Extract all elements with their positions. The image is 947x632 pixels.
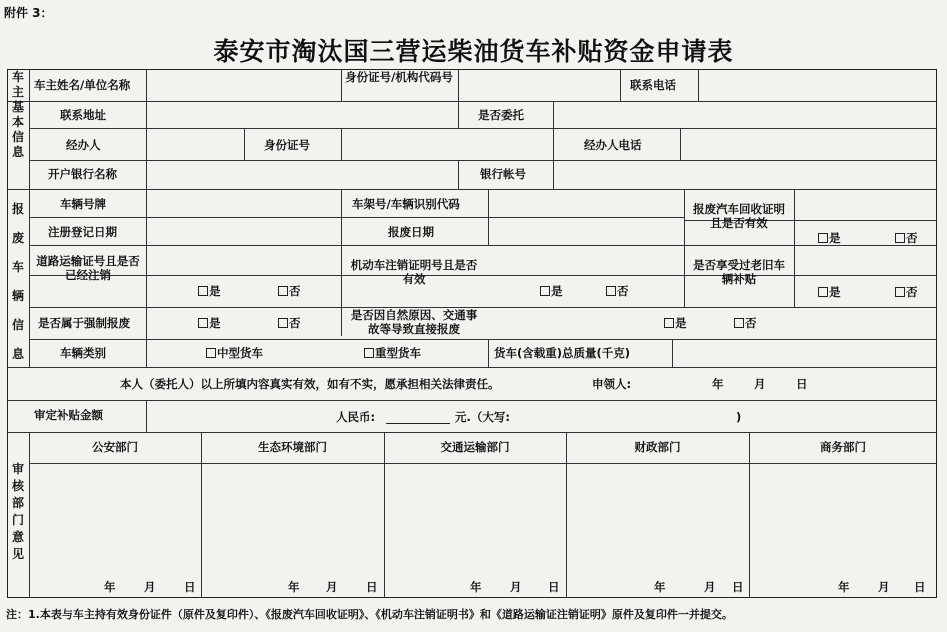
entrust-label: 是否委托: [478, 108, 524, 122]
checkbox-icon: [198, 286, 208, 296]
agent-label: 经办人: [66, 138, 101, 152]
dereg-cert-no[interactable]: 否: [606, 284, 629, 298]
transport-date-month: 月: [510, 580, 522, 594]
form-title: 泰安市淘汰国三营运柴油货车补贴资金申请表: [213, 37, 734, 66]
old-subsidy-yes[interactable]: 是: [818, 285, 841, 299]
scrap-cert-yes[interactable]: 是: [818, 231, 841, 245]
finance-date-month: 月: [704, 580, 716, 594]
vehicle-type-label: 车辆类别: [60, 346, 106, 360]
checkbox-icon: [206, 348, 216, 358]
dereg-cert-label: 机动车注销证明号且是否有效: [350, 258, 478, 286]
declaration-month: 月: [754, 377, 766, 391]
checkbox-icon: [278, 318, 288, 328]
dept-commerce: 商务部门: [820, 440, 866, 454]
env-date-day: 日: [366, 580, 378, 594]
approved-amount-label: 审定补贴金额: [34, 408, 103, 422]
declaration-day: 日: [796, 377, 808, 391]
env-date-month: 月: [326, 580, 338, 594]
dept-police: 公安部门: [92, 440, 138, 454]
owner-name-label: 车主姓名/单位名称: [34, 78, 131, 92]
checkbox-icon: [818, 233, 828, 243]
close-paren: ): [736, 410, 742, 424]
finance-date-year: 年: [654, 580, 666, 594]
checkbox-icon: [895, 287, 905, 297]
transport-date-day: 日: [548, 580, 560, 594]
forced-scrap-yes[interactable]: 是: [198, 316, 221, 330]
contact-address-label: 联系地址: [60, 108, 106, 122]
checkbox-icon: [734, 318, 744, 328]
plate-label: 车辆号牌: [60, 197, 106, 211]
rmb-label: 人民币:: [336, 410, 376, 424]
checkbox-icon: [606, 286, 616, 296]
checkbox-icon: [664, 318, 674, 328]
checkbox-icon: [278, 286, 288, 296]
env-date-year: 年: [288, 580, 300, 594]
checkbox-icon: [540, 286, 550, 296]
total-mass-label: 货车(含载重)总质量(千克): [494, 346, 631, 360]
police-date-month: 月: [144, 580, 156, 594]
checkbox-icon: [895, 233, 905, 243]
medium-truck-option[interactable]: 中型货车: [206, 346, 263, 360]
natural-scrap-no[interactable]: 否: [734, 316, 757, 330]
transport-cert-yes[interactable]: 是: [198, 284, 221, 298]
transport-cert-no[interactable]: 否: [278, 284, 301, 298]
heavy-truck-option[interactable]: 重型货车: [364, 346, 421, 360]
finance-date-day: 日: [732, 580, 744, 594]
section-vehicle-info: 报废车辆信息: [11, 202, 24, 361]
scrap-date-label: 报废日期: [388, 225, 434, 239]
commerce-date-month: 月: [878, 580, 890, 594]
police-date-year: 年: [104, 580, 116, 594]
forced-scrap-label: 是否属于强制报废: [38, 316, 130, 330]
transport-date-year: 年: [470, 580, 482, 594]
reg-date-label: 注册登记日期: [48, 225, 117, 239]
checkbox-icon: [364, 348, 374, 358]
footnote: 注：1.本表与车主持有效身份证件（原件及复印件）、《报废汽车回收证明》、《机动车注销证明书》和《道路运输证注销证明》原件及复印件一并提交。: [6, 608, 733, 621]
checkbox-icon: [818, 287, 828, 297]
id-number-label: 身份证号/机构代码号: [345, 70, 453, 84]
vin-label: 车架号/车辆识别代码: [352, 197, 460, 211]
natural-scrap-label: 是否因自然原因、交通事故等导致直接报废: [350, 308, 478, 336]
dept-finance: 财政部门: [634, 440, 681, 454]
scrap-cert-no[interactable]: 否: [895, 231, 918, 245]
declaration-year: 年: [712, 377, 724, 391]
police-date-day: 日: [184, 580, 196, 594]
commerce-date-day: 日: [914, 580, 926, 594]
commerce-date-year: 年: [838, 580, 850, 594]
section-review-opinion: 审核部门意见: [11, 462, 24, 561]
attachment-label: 附件 3：: [4, 6, 53, 20]
dereg-cert-yes[interactable]: 是: [540, 284, 563, 298]
natural-scrap-yes[interactable]: 是: [664, 316, 687, 330]
agent-id-label: 身份证号: [264, 138, 310, 152]
agent-phone-label: 经办人电话: [584, 138, 642, 152]
amount-input[interactable]: [386, 410, 450, 424]
contact-phone-label: 联系电话: [630, 78, 676, 92]
forced-scrap-no[interactable]: 否: [278, 316, 301, 330]
yuan-label: 元.（大写:: [455, 410, 510, 424]
signer-label: 申领人:: [592, 377, 632, 391]
scrap-cert-label: 报废汽车回收证明且是否有效: [693, 202, 785, 230]
declaration-text: 本人（委托人）以上所填内容真实有效，如有不实，愿承担相关法律责任。: [120, 377, 500, 391]
dept-transport: 交通运输部门: [440, 440, 510, 454]
amount-underline: [386, 411, 450, 424]
section-owner-info: 车主基本信息: [11, 70, 24, 159]
checkbox-icon: [198, 318, 208, 328]
old-subsidy-label: 是否享受过老旧车辆补贴: [693, 258, 785, 286]
bank-name-label: 开户银行名称: [48, 167, 117, 181]
transport-cert-label: 道路运输证号且是否已经注销: [36, 254, 140, 282]
dept-environment: 生态环境部门: [258, 440, 327, 454]
bank-account-label: 银行帐号: [480, 167, 526, 181]
old-subsidy-no[interactable]: 否: [895, 285, 918, 299]
